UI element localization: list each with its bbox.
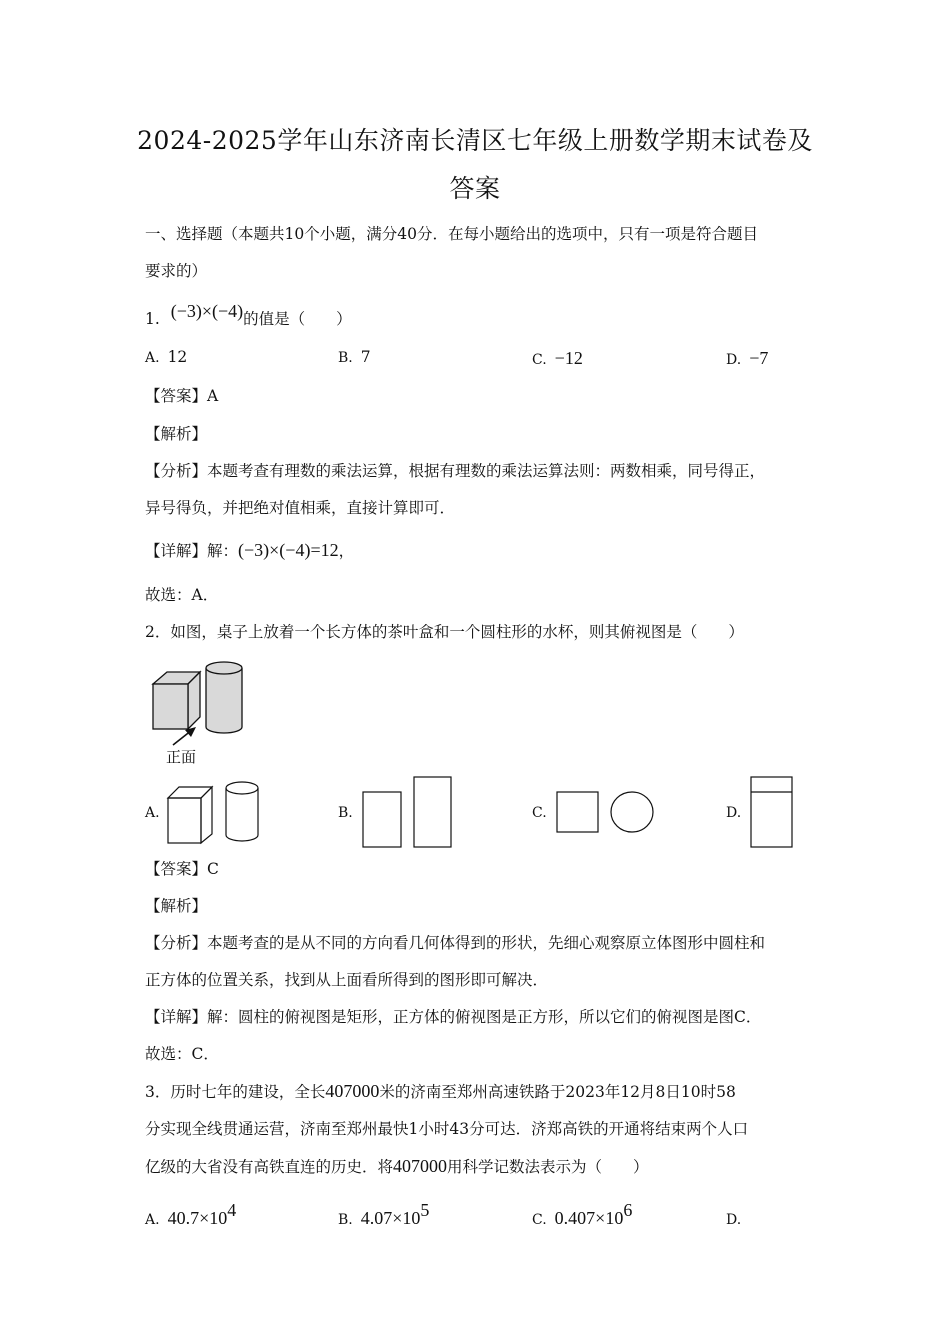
q1-option-b: B. 7 (338, 348, 371, 366)
q3-option-b: B. $4.07\times 10^5$ (338, 1200, 430, 1228)
q3-option-d: D. (726, 1212, 742, 1228)
q2-analysis-line2: 正方体的位置关系，找到从上面看所得到的图形即可解决． (145, 971, 549, 989)
water-cup-shape (206, 662, 242, 733)
front-arrow-icon (173, 727, 196, 745)
doc-title-line2: 答案 (449, 174, 501, 203)
q3-option-a: A. $40.7\times 10^4$ (145, 1200, 237, 1228)
q2-choose: 故选：C． (145, 1045, 219, 1063)
q2-option-a-figure (167, 778, 262, 846)
q1-detail-expression: (−3)×(−4)=12 (238, 540, 339, 560)
q1-analysis-line1: 【分析】本题考查有理数的乘法运算，根据有理数的乘法运算法则：两数相乘，同号得正， (145, 462, 766, 480)
q2-answer: 【答案】C (145, 860, 219, 878)
q2-jiexi: 【解析】 (145, 897, 208, 915)
q3-stem-line3: 亿级的大省没有高铁直连的历史．将407000用科学记数法表示为（ ） (145, 1156, 649, 1176)
q3-stem-line1: 3．历时七年的建设，全长407000米的济南至郑州高速铁路于2023年12月8日10时58 (145, 1081, 736, 1101)
q1-option-c: C. −12 (532, 348, 583, 368)
q1-jiexi: 【解析】 (145, 425, 208, 443)
q2-option-c-label: C. (532, 805, 547, 821)
q1-expression: (−3)×(−4) (170, 301, 244, 321)
q2-option-b-figure (362, 775, 454, 849)
q3-stem-line2: 分实现全线贯通运营，济南至郑州最快1小时43分可达．济郑高铁的开通将结束两个人口 (145, 1120, 749, 1138)
q2-option-d-label: D. (726, 805, 742, 821)
q1-stem (145, 301, 815, 330)
q1-detail: 【详解】解：(−3)×(−4)=12， (145, 540, 355, 560)
q2-figure-caption: 正面 (166, 748, 197, 766)
q2-option-b-label: B. (338, 805, 353, 821)
q3-option-c: C. $0.407\times 10^6$ (532, 1200, 633, 1228)
q1-answer: 【答案】A (145, 387, 219, 405)
q2-stem: 2．如图，桌子上放着一个长方体的茶叶盒和一个圆柱形的水杯，则其俯视图是（ ） (145, 623, 744, 641)
section-heading: 一、选择题（本题共10个小题，满分40分．在每小题给出的选项中，只有一项是符合题目 (145, 225, 758, 243)
q2-analysis-line1: 【分析】本题考查的是从不同的方向看几何体得到的形状，先细心观察原立体图形中圆柱和 (145, 934, 766, 952)
doc-title-line1: 2024-2025学年山东济南长清区七年级上册数学期末试卷及 (137, 126, 813, 155)
q1-number: 1. (145, 310, 160, 328)
tea-box-shape (153, 672, 200, 729)
q2-figure (145, 655, 255, 770)
q2-option-c-figure (556, 790, 658, 836)
q1-option-a: A. 12 (145, 348, 188, 366)
section-heading-cont: 要求的） (145, 262, 208, 280)
q1-stem-suffix: 的值是（ ） (243, 310, 352, 328)
q1-option-d: D. −7 (726, 348, 769, 368)
q2-option-a-label: A. (145, 805, 160, 821)
q1-choose: 故选：A． (145, 586, 219, 604)
q2-detail: 【详解】解：圆柱的俯视图是矩形，正方体的俯视图是正方形，所以它们的俯视图是图C． (145, 1008, 762, 1026)
q1-analysis-line2: 异号得负，并把绝对值相乘，直接计算即可． (145, 499, 456, 517)
q2-option-d-figure (750, 775, 796, 849)
